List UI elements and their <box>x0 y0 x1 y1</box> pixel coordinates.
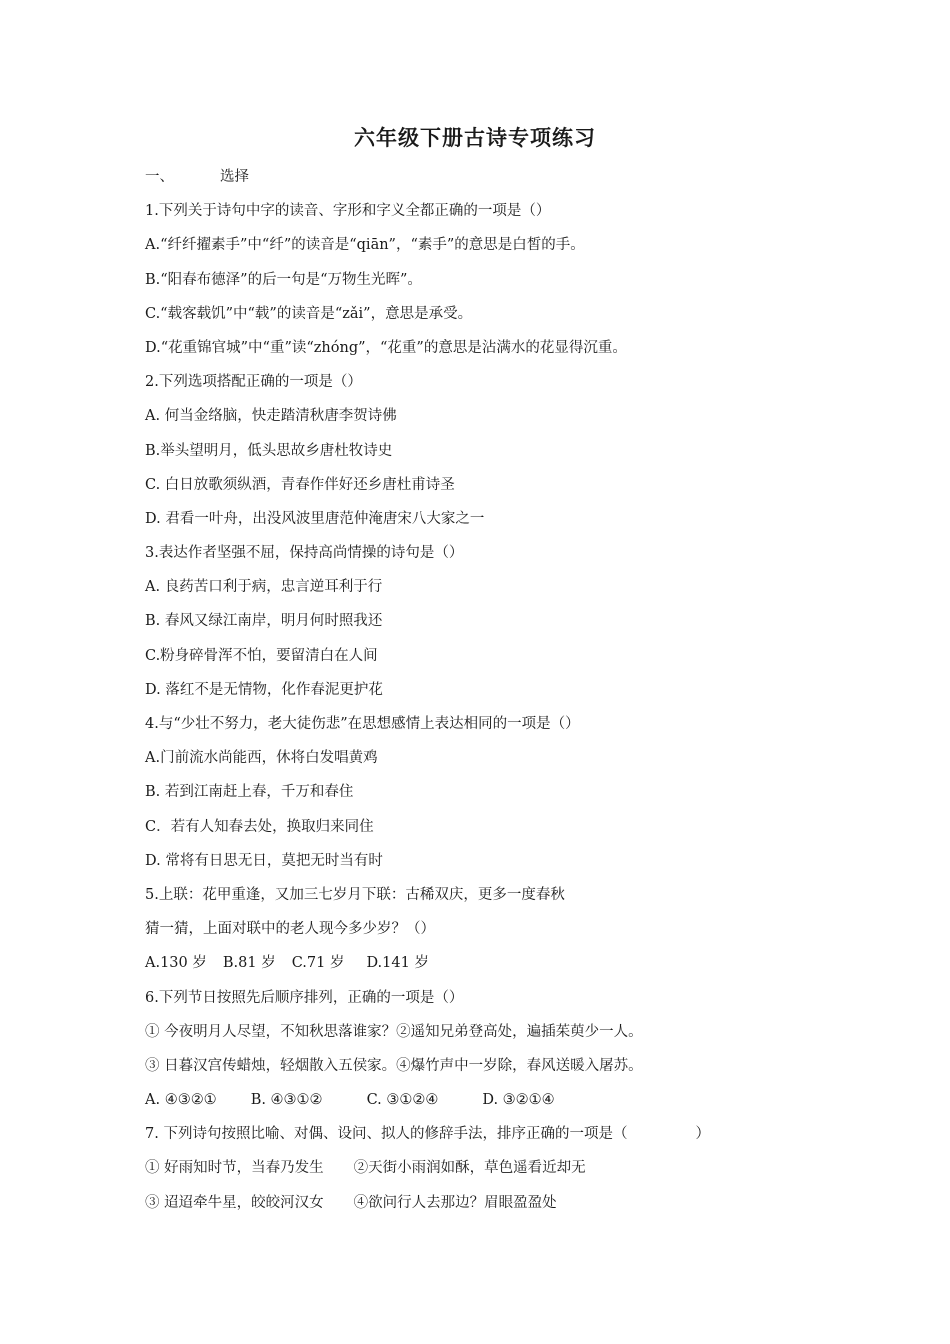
question-6-option-c: C. ③①②④ <box>366 1092 439 1109</box>
question-7-item-2: ②天街小雨润如酥，草色遥看近却无 <box>353 1160 586 1177</box>
question-6-option-a: A. ④③②① <box>145 1092 217 1109</box>
question-6-option-d: D. ③②①④ <box>482 1092 555 1109</box>
question-2-option-d: D. 君看一叶舟，出没风波里唐范仲淹唐宋八大家之一 <box>145 510 485 527</box>
question-5-subquestion: 猜一猜，上面对联中的老人现今多少岁？（） <box>145 921 435 938</box>
question-1-option-a: A.“纤纤擢素手”中“纤”的读音是“qiān”，“素手”的意思是白皙的手。 <box>145 237 585 254</box>
question-7-items-row-1 <box>145 1151 785 1185</box>
question-4-stem: 4.与“少壮不努力，老大徒伤悲”在思想感情上表达相同的一项是（） <box>145 716 580 732</box>
question-5-option-c: C.71 岁 <box>291 955 345 972</box>
section-label: 选择 <box>220 169 249 185</box>
question-1-option-d: D.“花重锦官城”中“重”读“zhóng”，“花重”的意思是沾满水的花显得沉重。 <box>145 339 627 356</box>
question-7-stem-text: 7. 下列诗句按照比喻、对偶、设问、拟人的修辞手法，排序正确的一项是（ <box>145 1126 628 1143</box>
question-5-option-b: B.81 岁 <box>222 955 276 972</box>
question-6-options <box>145 1083 785 1117</box>
question-3-option-c: C.粉身碎骨浑不怕，要留清白在人间 <box>145 647 378 664</box>
question-1-option-b: B.“阳春布德泽”的后一句是“万物生光晖”。 <box>145 271 422 288</box>
section-number: 一、 <box>145 169 174 185</box>
question-1-option-c: C.“载客载饥”中“载”的读音是“zǎi”，意思是承受。 <box>145 305 473 322</box>
question-list <box>145 160 785 1220</box>
page-title: 六年级下册古诗专项练习 <box>354 125 596 150</box>
question-5-option-d: D.141 岁 <box>366 955 429 972</box>
question-6-poem-line-2: ③ 日暮汉宫传蜡烛，轻烟散入五侯家。④爆竹声中一岁除，春风送暖入屠苏。 <box>145 1057 643 1074</box>
question-3-stem: 3.表达作者坚强不屈，保持高尚情操的诗句是（） <box>145 545 464 562</box>
question-5-options <box>145 946 785 980</box>
question-4-option-b: B. 若到江南赶上春，千万和春住 <box>145 784 354 801</box>
question-5-option-a: A.130 岁 <box>145 955 207 972</box>
question-7-stem <box>145 1117 785 1151</box>
question-3-option-d: D. 落红不是无情物，化作春泥更护花 <box>145 681 383 698</box>
question-6-option-b: B. ④③①② <box>250 1092 323 1109</box>
question-4-option-c: C．若有人知春去处，换取归来同住 <box>145 818 374 835</box>
question-1-stem: 1.下列关于诗句中字的读音、字形和字义全都正确的一项是（） <box>145 203 551 220</box>
question-6-poem-line-1: ① 今夜明月人尽望，不知秋思落谁家？②遥知兄弟登高处，遍插茱萸少一人。 <box>145 1023 643 1040</box>
question-7-item-3: ③ 迢迢牵牛星，皎皎河汉女 <box>145 1194 324 1211</box>
question-5-stem: 5.上联：花甲重逢，又加三七岁月下联：古稀双庆，更多一度春秋 <box>145 886 565 903</box>
question-7-stem-close: ） <box>695 1126 710 1143</box>
question-7-items-row-2 <box>145 1186 785 1220</box>
question-2-option-a: A. 何当金络脑，快走踏清秋唐李贺诗佛 <box>145 408 397 425</box>
question-2-option-c: C. 白日放歌须纵酒，青春作伴好还乡唐杜甫诗圣 <box>145 476 455 493</box>
question-4-option-d: D. 常将有日思无日，莫把无时当有时 <box>145 852 383 869</box>
section-heading <box>145 160 785 194</box>
question-3-option-a: A. 良药苦口利于病，忠言逆耳利于行 <box>145 579 383 596</box>
question-7-item-1: ① 好雨知时节，当春乃发生 <box>145 1160 324 1177</box>
question-4-option-a: A.门前流水尚能西，休将白发唱黄鸡 <box>145 750 378 767</box>
question-6-stem: 6.下列节日按照先后顺序排列，正确的一项是（） <box>145 989 464 1006</box>
question-2-option-b: B.举头望明月，低头思故乡唐杜牧诗史 <box>145 442 393 459</box>
question-2-stem: 2.下列选项搭配正确的一项是（） <box>145 374 362 391</box>
question-7-item-4: ④欲问行人去那边？眉眼盈盈处 <box>353 1194 557 1211</box>
question-3-option-b: B. 春风又绿江南岸，明月何时照我还 <box>145 613 383 630</box>
